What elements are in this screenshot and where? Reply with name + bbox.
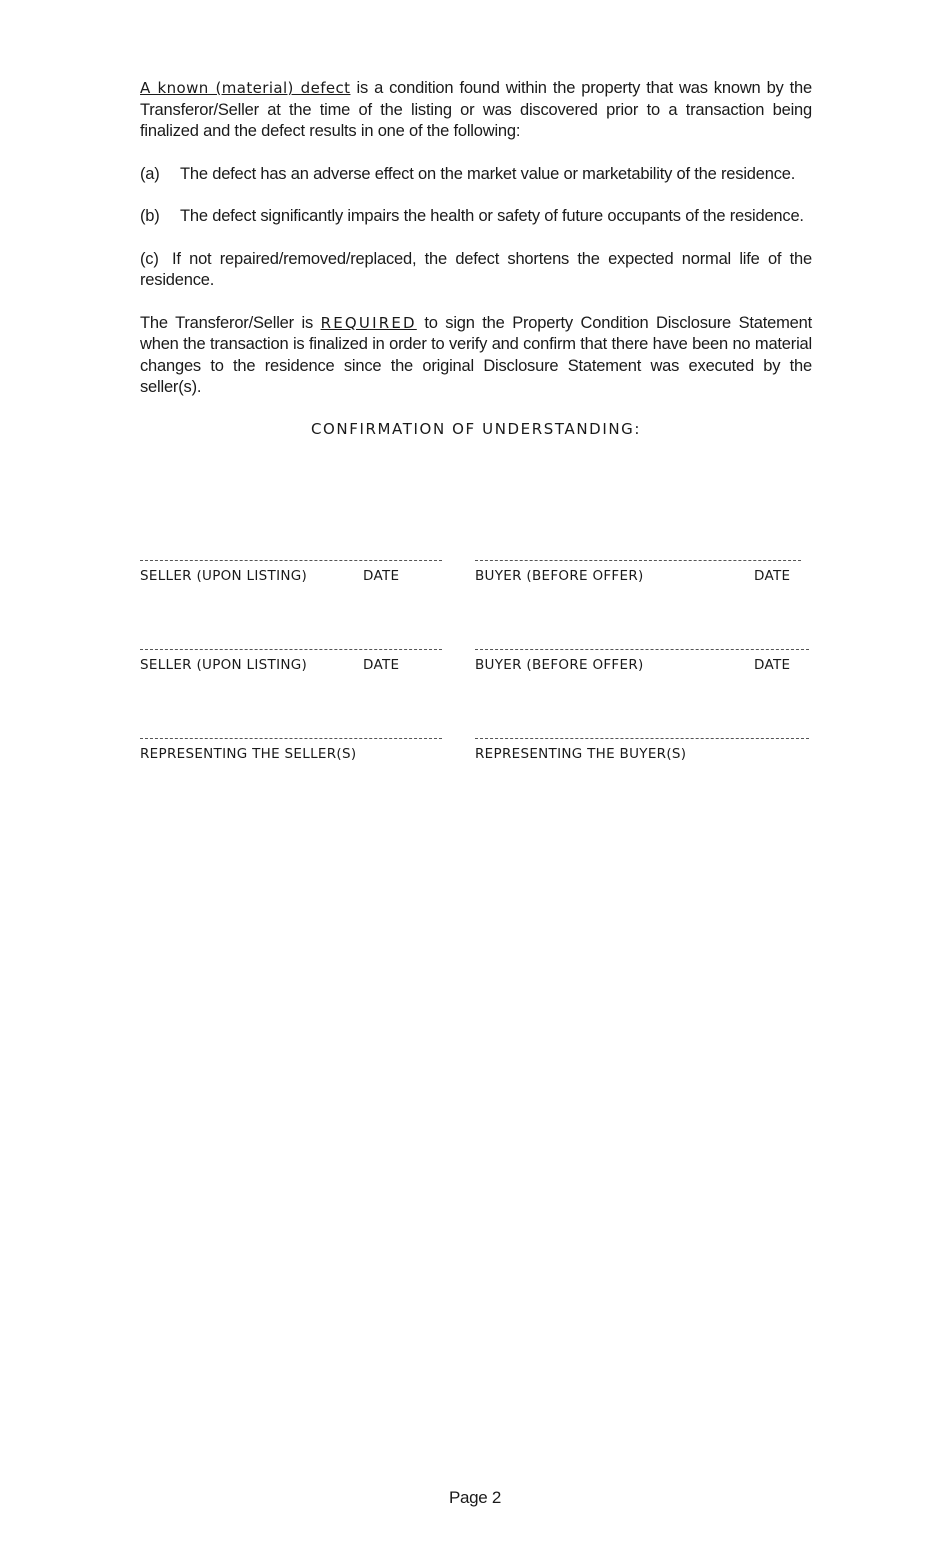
seller-representative-signature-line[interactable] (140, 738, 442, 740)
buyer-representative-label: REPRESENTING THE BUYER(S) (475, 746, 687, 762)
buyer-representative-signature-line[interactable] (475, 738, 809, 740)
seller-signature-line[interactable] (140, 649, 442, 651)
defect-definition-text: is a condition found within the property that was known by the Transferor/Seller at the time of the listing or was discovered prior to a transaction being finalized and the defect results in one of the following: (140, 79, 812, 140)
signature-row-2 (140, 649, 820, 681)
seller-label: SELLER (UPON LISTING) (140, 568, 308, 584)
document-body (140, 78, 812, 438)
defect-term: A known (material) defect (140, 79, 351, 97)
defect-item-b (140, 206, 812, 228)
required-statement (140, 313, 812, 399)
seller-date-label: DATE (363, 657, 400, 673)
item-b-label: (b) (140, 207, 160, 225)
buyer-date-label: DATE (754, 657, 791, 673)
required-word: REQUIRED (320, 313, 417, 332)
item-c-text: If not repaired/removed/replaced, the defect shortens the expected normal life of the residence. (140, 249, 812, 289)
defect-item-a (140, 164, 812, 186)
signature-row-1 (140, 560, 820, 592)
seller-signature-line[interactable] (140, 560, 442, 562)
item-b-text: The defect significantly impairs the health or safety of future occupants of the residence. (180, 207, 804, 225)
buyer-date-label: DATE (754, 568, 791, 584)
defect-definition (140, 78, 812, 143)
buyer-signature-line[interactable] (475, 649, 809, 651)
buyer-label: BUYER (BEFORE OFFER) (475, 657, 644, 673)
item-a-label: (a) (140, 164, 160, 183)
signature-row-3 (140, 738, 820, 770)
required-pre: The Transferor/Seller is (140, 313, 321, 332)
item-c-label: (c) (140, 249, 159, 268)
confirmation-heading: CONFIRMATION OF UNDERSTANDING: (310, 419, 642, 438)
defect-item-c (140, 249, 812, 292)
buyer-signature-line[interactable] (475, 560, 801, 562)
required-post: to sign the Property Condition Disclosure Statement when the transaction is finalized in order to verify and confirm that there have been no material changes to the residence since the original Disclosure Statement was executed by the seller(s). (140, 313, 812, 396)
seller-representative-label: REPRESENTING THE SELLER(S) (140, 746, 357, 762)
seller-label: SELLER (UPON LISTING) (140, 657, 308, 673)
seller-date-label: DATE (363, 568, 400, 584)
item-a-text: The defect has an adverse effect on the market value or marketability of the residence. (180, 164, 796, 183)
page-number: Page 2 (448, 1488, 502, 1507)
buyer-label: BUYER (BEFORE OFFER) (475, 568, 644, 584)
